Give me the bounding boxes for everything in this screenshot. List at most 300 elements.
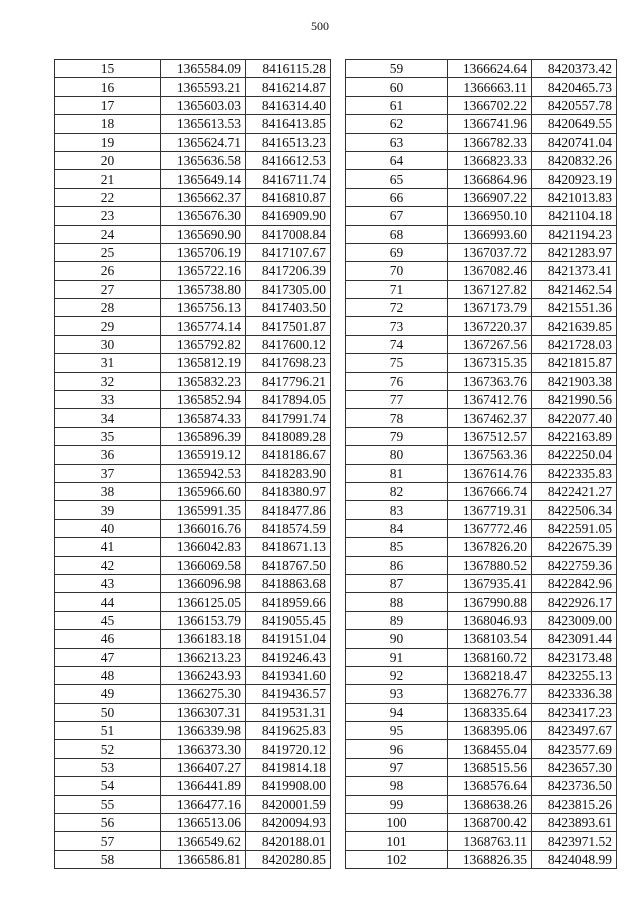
x-coordinate-cell: 1366373.30 <box>161 740 246 758</box>
table-row <box>55 207 331 225</box>
x-coordinate-cell: 1365584.09 <box>161 60 246 78</box>
point-number-cell: 71 <box>346 280 448 298</box>
table-row <box>346 188 617 206</box>
y-coordinate-cell: 8416909.90 <box>246 207 331 225</box>
point-number-cell: 86 <box>346 556 448 574</box>
y-coordinate-cell: 8416314.40 <box>246 96 331 114</box>
y-coordinate-cell: 8422250.04 <box>532 446 617 464</box>
y-coordinate-cell: 8423173.48 <box>532 648 617 666</box>
y-coordinate-cell: 8418186.67 <box>246 446 331 464</box>
x-coordinate-cell: 1368335.64 <box>448 703 532 721</box>
y-coordinate-cell: 8418863.68 <box>246 574 331 592</box>
x-coordinate-cell: 1368276.77 <box>448 685 532 703</box>
table-row <box>346 78 617 96</box>
y-coordinate-cell: 8422506.34 <box>532 501 617 519</box>
y-coordinate-cell: 8419246.43 <box>246 648 331 666</box>
y-coordinate-cell: 8418477.86 <box>246 501 331 519</box>
x-coordinate-cell: 1366213.23 <box>161 648 246 666</box>
x-coordinate-cell: 1366125.05 <box>161 593 246 611</box>
y-coordinate-cell: 8420465.73 <box>532 78 617 96</box>
x-coordinate-cell: 1365792.82 <box>161 335 246 353</box>
y-coordinate-cell: 8416115.28 <box>246 60 331 78</box>
table-row <box>346 850 617 868</box>
point-number-cell: 26 <box>55 262 161 280</box>
y-coordinate-cell: 8423009.00 <box>532 611 617 629</box>
x-coordinate-cell: 1367082.46 <box>448 262 532 280</box>
table-row <box>346 60 617 78</box>
table-row <box>346 519 617 537</box>
y-coordinate-cell: 8422842.96 <box>532 574 617 592</box>
y-coordinate-cell: 8417403.50 <box>246 299 331 317</box>
point-number-cell: 91 <box>346 648 448 666</box>
coordinates-table-left <box>54 59 331 869</box>
table-row <box>55 372 331 390</box>
table-row <box>346 611 617 629</box>
point-number-cell: 34 <box>55 409 161 427</box>
table-row <box>55 464 331 482</box>
x-coordinate-cell: 1368395.06 <box>448 722 532 740</box>
y-coordinate-cell: 8421815.87 <box>532 354 617 372</box>
table-row <box>55 262 331 280</box>
point-number-cell: 48 <box>55 666 161 684</box>
x-coordinate-cell: 1367127.82 <box>448 280 532 298</box>
point-number-cell: 73 <box>346 317 448 335</box>
x-coordinate-cell: 1365676.30 <box>161 207 246 225</box>
x-coordinate-cell: 1367666.74 <box>448 482 532 500</box>
table-row <box>346 225 617 243</box>
y-coordinate-cell: 8420557.78 <box>532 96 617 114</box>
y-coordinate-cell: 8421551.36 <box>532 299 617 317</box>
y-coordinate-cell: 8421104.18 <box>532 207 617 225</box>
y-coordinate-cell: 8423091.44 <box>532 630 617 648</box>
y-coordinate-cell: 8417008.84 <box>246 225 331 243</box>
y-coordinate-cell: 8416711.74 <box>246 170 331 188</box>
table-row <box>55 648 331 666</box>
table-row <box>346 685 617 703</box>
y-coordinate-cell: 8421373.41 <box>532 262 617 280</box>
point-number-cell: 63 <box>346 133 448 151</box>
table-row <box>55 722 331 740</box>
y-coordinate-cell: 8420373.42 <box>532 60 617 78</box>
table-row <box>55 758 331 776</box>
table-row <box>55 519 331 537</box>
table-row <box>346 556 617 574</box>
y-coordinate-cell: 8419814.18 <box>246 758 331 776</box>
x-coordinate-cell: 1366307.31 <box>161 703 246 721</box>
y-coordinate-cell: 8416810.87 <box>246 188 331 206</box>
x-coordinate-cell: 1367412.76 <box>448 391 532 409</box>
point-number-cell: 68 <box>346 225 448 243</box>
table-row <box>55 832 331 850</box>
x-coordinate-cell: 1368826.35 <box>448 850 532 868</box>
table-row <box>346 354 617 372</box>
point-number-cell: 88 <box>346 593 448 611</box>
point-number-cell: 17 <box>55 96 161 114</box>
point-number-cell: 22 <box>55 188 161 206</box>
x-coordinate-cell: 1365593.21 <box>161 78 246 96</box>
x-coordinate-cell: 1365896.39 <box>161 427 246 445</box>
y-coordinate-cell: 8423255.13 <box>532 666 617 684</box>
point-number-cell: 61 <box>346 96 448 114</box>
table-row <box>346 814 617 832</box>
y-coordinate-cell: 8422591.05 <box>532 519 617 537</box>
table-row <box>55 574 331 592</box>
table-row <box>55 96 331 114</box>
point-number-cell: 100 <box>346 814 448 832</box>
point-number-cell: 67 <box>346 207 448 225</box>
point-number-cell: 31 <box>55 354 161 372</box>
x-coordinate-cell: 1367719.31 <box>448 501 532 519</box>
y-coordinate-cell: 8422077.40 <box>532 409 617 427</box>
x-coordinate-cell: 1366907.22 <box>448 188 532 206</box>
point-number-cell: 89 <box>346 611 448 629</box>
y-coordinate-cell: 8419055.45 <box>246 611 331 629</box>
x-coordinate-cell: 1365690.90 <box>161 225 246 243</box>
y-coordinate-cell: 8417501.87 <box>246 317 331 335</box>
x-coordinate-cell: 1367772.46 <box>448 519 532 537</box>
y-coordinate-cell: 8419151.04 <box>246 630 331 648</box>
y-coordinate-cell: 8416513.23 <box>246 133 331 151</box>
x-coordinate-cell: 1367880.52 <box>448 556 532 574</box>
point-number-cell: 16 <box>55 78 161 96</box>
point-number-cell: 37 <box>55 464 161 482</box>
x-coordinate-cell: 1366702.22 <box>448 96 532 114</box>
x-coordinate-cell: 1365942.53 <box>161 464 246 482</box>
point-number-cell: 18 <box>55 115 161 133</box>
x-coordinate-cell: 1367267.56 <box>448 335 532 353</box>
point-number-cell: 29 <box>55 317 161 335</box>
y-coordinate-cell: 8420741.04 <box>532 133 617 151</box>
x-coordinate-cell: 1366993.60 <box>448 225 532 243</box>
table-row <box>346 538 617 556</box>
x-coordinate-cell: 1365812.19 <box>161 354 246 372</box>
point-number-cell: 93 <box>346 685 448 703</box>
x-coordinate-cell: 1367315.35 <box>448 354 532 372</box>
table-row <box>55 446 331 464</box>
x-coordinate-cell: 1366153.79 <box>161 611 246 629</box>
point-number-cell: 99 <box>346 795 448 813</box>
y-coordinate-cell: 8419341.60 <box>246 666 331 684</box>
y-coordinate-cell: 8417206.39 <box>246 262 331 280</box>
table-row <box>346 832 617 850</box>
y-coordinate-cell: 8423336.38 <box>532 685 617 703</box>
y-coordinate-cell: 8422926.17 <box>532 593 617 611</box>
y-coordinate-cell: 8419720.12 <box>246 740 331 758</box>
point-number-cell: 51 <box>55 722 161 740</box>
y-coordinate-cell: 8419908.00 <box>246 777 331 795</box>
x-coordinate-cell: 1367173.79 <box>448 299 532 317</box>
x-coordinate-cell: 1367826.20 <box>448 538 532 556</box>
point-number-cell: 56 <box>55 814 161 832</box>
point-number-cell: 57 <box>55 832 161 850</box>
page-number: 500 <box>311 19 329 33</box>
table-row <box>55 354 331 372</box>
point-number-cell: 96 <box>346 740 448 758</box>
table-row <box>55 243 331 261</box>
table-row <box>346 758 617 776</box>
point-number-cell: 36 <box>55 446 161 464</box>
table-row <box>346 299 617 317</box>
x-coordinate-cell: 1368046.93 <box>448 611 532 629</box>
point-number-cell: 69 <box>346 243 448 261</box>
table-row <box>55 409 331 427</box>
point-number-cell: 20 <box>55 151 161 169</box>
y-coordinate-cell: 8422675.39 <box>532 538 617 556</box>
y-coordinate-cell: 8417698.23 <box>246 354 331 372</box>
y-coordinate-cell: 8423497.67 <box>532 722 617 740</box>
y-coordinate-cell: 8419625.83 <box>246 722 331 740</box>
point-number-cell: 80 <box>346 446 448 464</box>
table-row <box>55 501 331 519</box>
y-coordinate-cell: 8417796.21 <box>246 372 331 390</box>
point-number-cell: 101 <box>346 832 448 850</box>
x-coordinate-cell: 1365722.16 <box>161 262 246 280</box>
x-coordinate-cell: 1367462.37 <box>448 409 532 427</box>
table-row <box>346 574 617 592</box>
table-row <box>55 611 331 629</box>
point-number-cell: 76 <box>346 372 448 390</box>
point-number-cell: 74 <box>346 335 448 353</box>
x-coordinate-cell: 1368160.72 <box>448 648 532 666</box>
y-coordinate-cell: 8421728.03 <box>532 335 617 353</box>
y-coordinate-cell: 8417991.74 <box>246 409 331 427</box>
table-row <box>55 630 331 648</box>
y-coordinate-cell: 8423893.61 <box>532 814 617 832</box>
x-coordinate-cell: 1366782.33 <box>448 133 532 151</box>
point-number-cell: 59 <box>346 60 448 78</box>
x-coordinate-cell: 1365662.37 <box>161 188 246 206</box>
point-number-cell: 97 <box>346 758 448 776</box>
table-row <box>346 262 617 280</box>
point-number-cell: 32 <box>55 372 161 390</box>
point-number-cell: 38 <box>55 482 161 500</box>
x-coordinate-cell: 1366339.98 <box>161 722 246 740</box>
table-row <box>55 299 331 317</box>
point-number-cell: 64 <box>346 151 448 169</box>
x-coordinate-cell: 1366741.96 <box>448 115 532 133</box>
point-number-cell: 21 <box>55 170 161 188</box>
point-number-cell: 78 <box>346 409 448 427</box>
x-coordinate-cell: 1365966.60 <box>161 482 246 500</box>
point-number-cell: 92 <box>346 666 448 684</box>
x-coordinate-cell: 1368576.64 <box>448 777 532 795</box>
table-row <box>55 225 331 243</box>
x-coordinate-cell: 1366586.81 <box>161 850 246 868</box>
point-number-cell: 47 <box>55 648 161 666</box>
table-row <box>346 501 617 519</box>
point-number-cell: 77 <box>346 391 448 409</box>
x-coordinate-cell: 1366950.10 <box>448 207 532 225</box>
coordinates-table-right <box>345 59 617 869</box>
point-number-cell: 46 <box>55 630 161 648</box>
x-coordinate-cell: 1365738.80 <box>161 280 246 298</box>
point-number-cell: 15 <box>55 60 161 78</box>
point-number-cell: 33 <box>55 391 161 409</box>
y-coordinate-cell: 8420094.93 <box>246 814 331 832</box>
point-number-cell: 25 <box>55 243 161 261</box>
x-coordinate-cell: 1367220.37 <box>448 317 532 335</box>
point-number-cell: 42 <box>55 556 161 574</box>
point-number-cell: 40 <box>55 519 161 537</box>
point-number-cell: 60 <box>346 78 448 96</box>
x-coordinate-cell: 1365756.13 <box>161 299 246 317</box>
table-row <box>346 722 617 740</box>
y-coordinate-cell: 8421990.56 <box>532 391 617 409</box>
table-row <box>55 170 331 188</box>
x-coordinate-cell: 1366441.89 <box>161 777 246 795</box>
y-coordinate-cell: 8423657.30 <box>532 758 617 776</box>
table-row <box>346 648 617 666</box>
table-row <box>55 850 331 868</box>
x-coordinate-cell: 1368218.47 <box>448 666 532 684</box>
y-coordinate-cell: 8418767.50 <box>246 556 331 574</box>
table-row <box>346 464 617 482</box>
point-number-cell: 44 <box>55 593 161 611</box>
y-coordinate-cell: 8421194.23 <box>532 225 617 243</box>
point-number-cell: 102 <box>346 850 448 868</box>
x-coordinate-cell: 1366407.27 <box>161 758 246 776</box>
x-coordinate-cell: 1365919.12 <box>161 446 246 464</box>
x-coordinate-cell: 1366183.18 <box>161 630 246 648</box>
table-row <box>55 593 331 611</box>
y-coordinate-cell: 8424048.99 <box>532 850 617 868</box>
x-coordinate-cell: 1368515.56 <box>448 758 532 776</box>
x-coordinate-cell: 1366823.33 <box>448 151 532 169</box>
y-coordinate-cell: 8420649.55 <box>532 115 617 133</box>
table-row <box>346 427 617 445</box>
x-coordinate-cell: 1365603.03 <box>161 96 246 114</box>
table-row <box>346 151 617 169</box>
table-row <box>55 814 331 832</box>
table-row <box>55 78 331 96</box>
table-row <box>346 703 617 721</box>
table-row <box>346 630 617 648</box>
table-row <box>55 151 331 169</box>
x-coordinate-cell: 1366477.16 <box>161 795 246 813</box>
x-coordinate-cell: 1367037.72 <box>448 243 532 261</box>
y-coordinate-cell: 8423815.26 <box>532 795 617 813</box>
table-row <box>346 482 617 500</box>
y-coordinate-cell: 8422163.89 <box>532 427 617 445</box>
y-coordinate-cell: 8417305.00 <box>246 280 331 298</box>
point-number-cell: 19 <box>55 133 161 151</box>
x-coordinate-cell: 1366624.64 <box>448 60 532 78</box>
point-number-cell: 62 <box>346 115 448 133</box>
point-number-cell: 43 <box>55 574 161 592</box>
point-number-cell: 81 <box>346 464 448 482</box>
x-coordinate-cell: 1367563.36 <box>448 446 532 464</box>
y-coordinate-cell: 8416214.87 <box>246 78 331 96</box>
y-coordinate-cell: 8423417.23 <box>532 703 617 721</box>
y-coordinate-cell: 8423971.52 <box>532 832 617 850</box>
table-row <box>55 703 331 721</box>
y-coordinate-cell: 8418671.13 <box>246 538 331 556</box>
x-coordinate-cell: 1366864.96 <box>448 170 532 188</box>
x-coordinate-cell: 1366663.11 <box>448 78 532 96</box>
x-coordinate-cell: 1366549.62 <box>161 832 246 850</box>
table-row <box>346 280 617 298</box>
x-coordinate-cell: 1366016.76 <box>161 519 246 537</box>
point-number-cell: 83 <box>346 501 448 519</box>
y-coordinate-cell: 8419436.57 <box>246 685 331 703</box>
table-row <box>346 795 617 813</box>
table-row <box>346 170 617 188</box>
table-row <box>55 556 331 574</box>
point-number-cell: 52 <box>55 740 161 758</box>
y-coordinate-cell: 8421462.54 <box>532 280 617 298</box>
point-number-cell: 72 <box>346 299 448 317</box>
table-row <box>346 740 617 758</box>
point-number-cell: 66 <box>346 188 448 206</box>
table-row <box>346 446 617 464</box>
y-coordinate-cell: 8420923.19 <box>532 170 617 188</box>
point-number-cell: 53 <box>55 758 161 776</box>
table-row <box>55 115 331 133</box>
y-coordinate-cell: 8416612.53 <box>246 151 331 169</box>
table-row <box>55 60 331 78</box>
x-coordinate-cell: 1366275.30 <box>161 685 246 703</box>
y-coordinate-cell: 8420001.59 <box>246 795 331 813</box>
x-coordinate-cell: 1366069.58 <box>161 556 246 574</box>
point-number-cell: 98 <box>346 777 448 795</box>
x-coordinate-cell: 1367614.76 <box>448 464 532 482</box>
x-coordinate-cell: 1368103.54 <box>448 630 532 648</box>
x-coordinate-cell: 1365649.14 <box>161 170 246 188</box>
table-row <box>55 666 331 684</box>
table-row <box>346 372 617 390</box>
point-number-cell: 79 <box>346 427 448 445</box>
x-coordinate-cell: 1366042.83 <box>161 538 246 556</box>
point-number-cell: 82 <box>346 482 448 500</box>
point-number-cell: 90 <box>346 630 448 648</box>
y-coordinate-cell: 8422421.27 <box>532 482 617 500</box>
x-coordinate-cell: 1367363.76 <box>448 372 532 390</box>
x-coordinate-cell: 1365852.94 <box>161 391 246 409</box>
table-row <box>346 317 617 335</box>
x-coordinate-cell: 1367512.57 <box>448 427 532 445</box>
table-row <box>346 243 617 261</box>
x-coordinate-cell: 1365774.14 <box>161 317 246 335</box>
y-coordinate-cell: 8421013.83 <box>532 188 617 206</box>
point-number-cell: 35 <box>55 427 161 445</box>
x-coordinate-cell: 1365624.71 <box>161 133 246 151</box>
y-coordinate-cell: 8422759.36 <box>532 556 617 574</box>
y-coordinate-cell: 8417894.05 <box>246 391 331 409</box>
point-number-cell: 84 <box>346 519 448 537</box>
table-row <box>55 740 331 758</box>
table-row <box>55 427 331 445</box>
table-row <box>346 96 617 114</box>
y-coordinate-cell: 8419531.31 <box>246 703 331 721</box>
point-number-cell: 85 <box>346 538 448 556</box>
x-coordinate-cell: 1365613.53 <box>161 115 246 133</box>
table-row <box>346 593 617 611</box>
point-number-cell: 58 <box>55 850 161 868</box>
point-number-cell: 49 <box>55 685 161 703</box>
table-row <box>55 482 331 500</box>
y-coordinate-cell: 8418089.28 <box>246 427 331 445</box>
point-number-cell: 39 <box>55 501 161 519</box>
point-number-cell: 50 <box>55 703 161 721</box>
point-number-cell: 95 <box>346 722 448 740</box>
x-coordinate-cell: 1368638.26 <box>448 795 532 813</box>
table-row <box>346 777 617 795</box>
y-coordinate-cell: 8421639.85 <box>532 317 617 335</box>
table-row <box>346 409 617 427</box>
x-coordinate-cell: 1368700.42 <box>448 814 532 832</box>
y-coordinate-cell: 8423736.50 <box>532 777 617 795</box>
table-row <box>346 335 617 353</box>
